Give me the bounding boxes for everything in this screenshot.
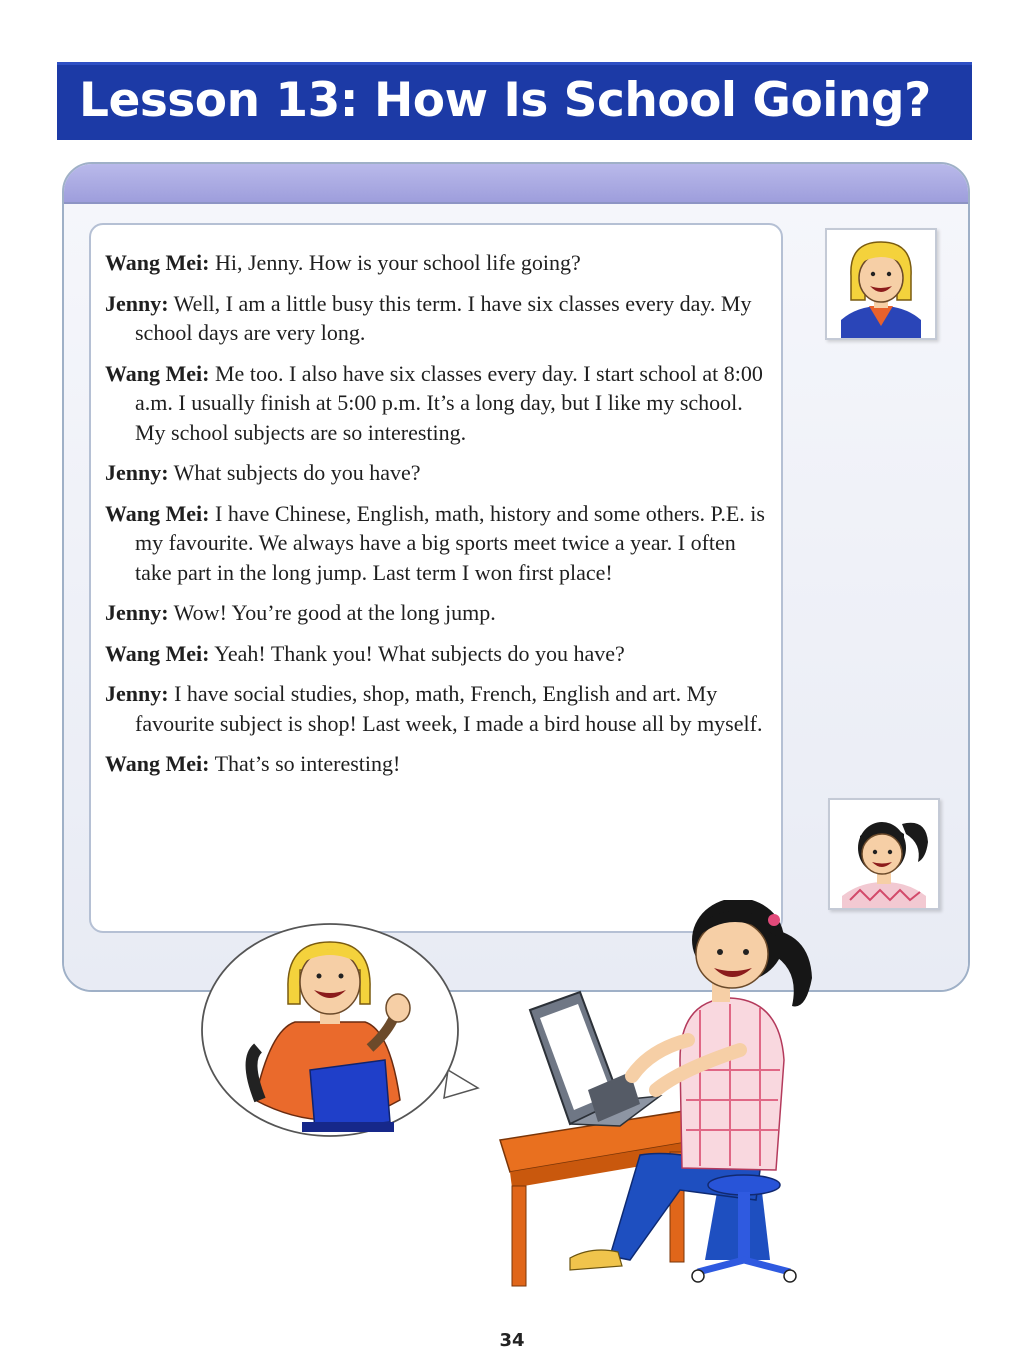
dialogue-line: [105, 679, 770, 738]
line-text: Me too. I also have six classes every day. I start school at 8:00 a.m. I usually finish at 5:00 p.m. It’s a long day, but I like my school. My school subjects are so interesting.: [135, 360, 763, 445]
speaker-name: Wang Mei:: [105, 500, 210, 526]
line-text: Wow! You’re good at the long jump.: [173, 600, 496, 625]
speaker-name: Jenny:: [105, 600, 169, 625]
dialogue-line: [105, 598, 770, 628]
line-text: Well, I am a little busy this term. I have six classes every day. My school days are very long.: [135, 290, 752, 345]
dialogue-line: [105, 639, 770, 669]
line-text: Yeah! Thank you! What subjects do you have?: [214, 640, 625, 666]
jenny-video-bubble-icon: [202, 924, 478, 1136]
speaker-name: Jenny:: [105, 290, 169, 316]
speaker-name: Wang Mei:: [105, 250, 210, 275]
wang-mei-laptop-illustration: [500, 900, 812, 1286]
dialogue-line: [105, 499, 770, 588]
dialogue-line: [105, 749, 770, 779]
speaker-name: Wang Mei:: [105, 640, 210, 666]
speaker-name: Jenny:: [105, 681, 169, 706]
dialogue-line: [105, 458, 770, 488]
line-text: I have social studies, shop, math, French, English and art. My favourite subject is shop! Last week, I made a bird house all by myself.: [135, 681, 763, 736]
scene-illustration: [200, 900, 820, 1320]
speaker-name: Wang Mei:: [105, 360, 210, 386]
jenny-avatar-icon: [827, 230, 935, 338]
dialogue-text: [105, 248, 770, 790]
jenny-avatar: [825, 228, 937, 340]
dialogue-line: [105, 359, 770, 448]
lesson-title-banner: [57, 62, 972, 140]
wang-mei-avatar-icon: [830, 800, 938, 908]
dialogue-line: [105, 248, 770, 278]
chat-window-title-bar: [64, 164, 968, 204]
line-text: That’s so interesting!: [214, 751, 401, 776]
wang-mei-avatar: [828, 798, 940, 910]
speaker-name: Wang Mei:: [105, 751, 210, 776]
lesson-title: Lesson 13: How Is School Going?: [79, 73, 931, 128]
line-text: Hi, Jenny. How is your school life going?: [215, 250, 581, 275]
line-text: What subjects do you have?: [173, 460, 421, 485]
page-number: 34: [499, 1330, 525, 1351]
speaker-name: Jenny:: [105, 460, 169, 485]
dialogue-line: [105, 289, 770, 348]
line-text: I have Chinese, English, math, history and some others. P.E. is my favourite. We always have a big sports meet twice a year. I often take part in the long jump. Last term I won first place!: [135, 500, 765, 585]
